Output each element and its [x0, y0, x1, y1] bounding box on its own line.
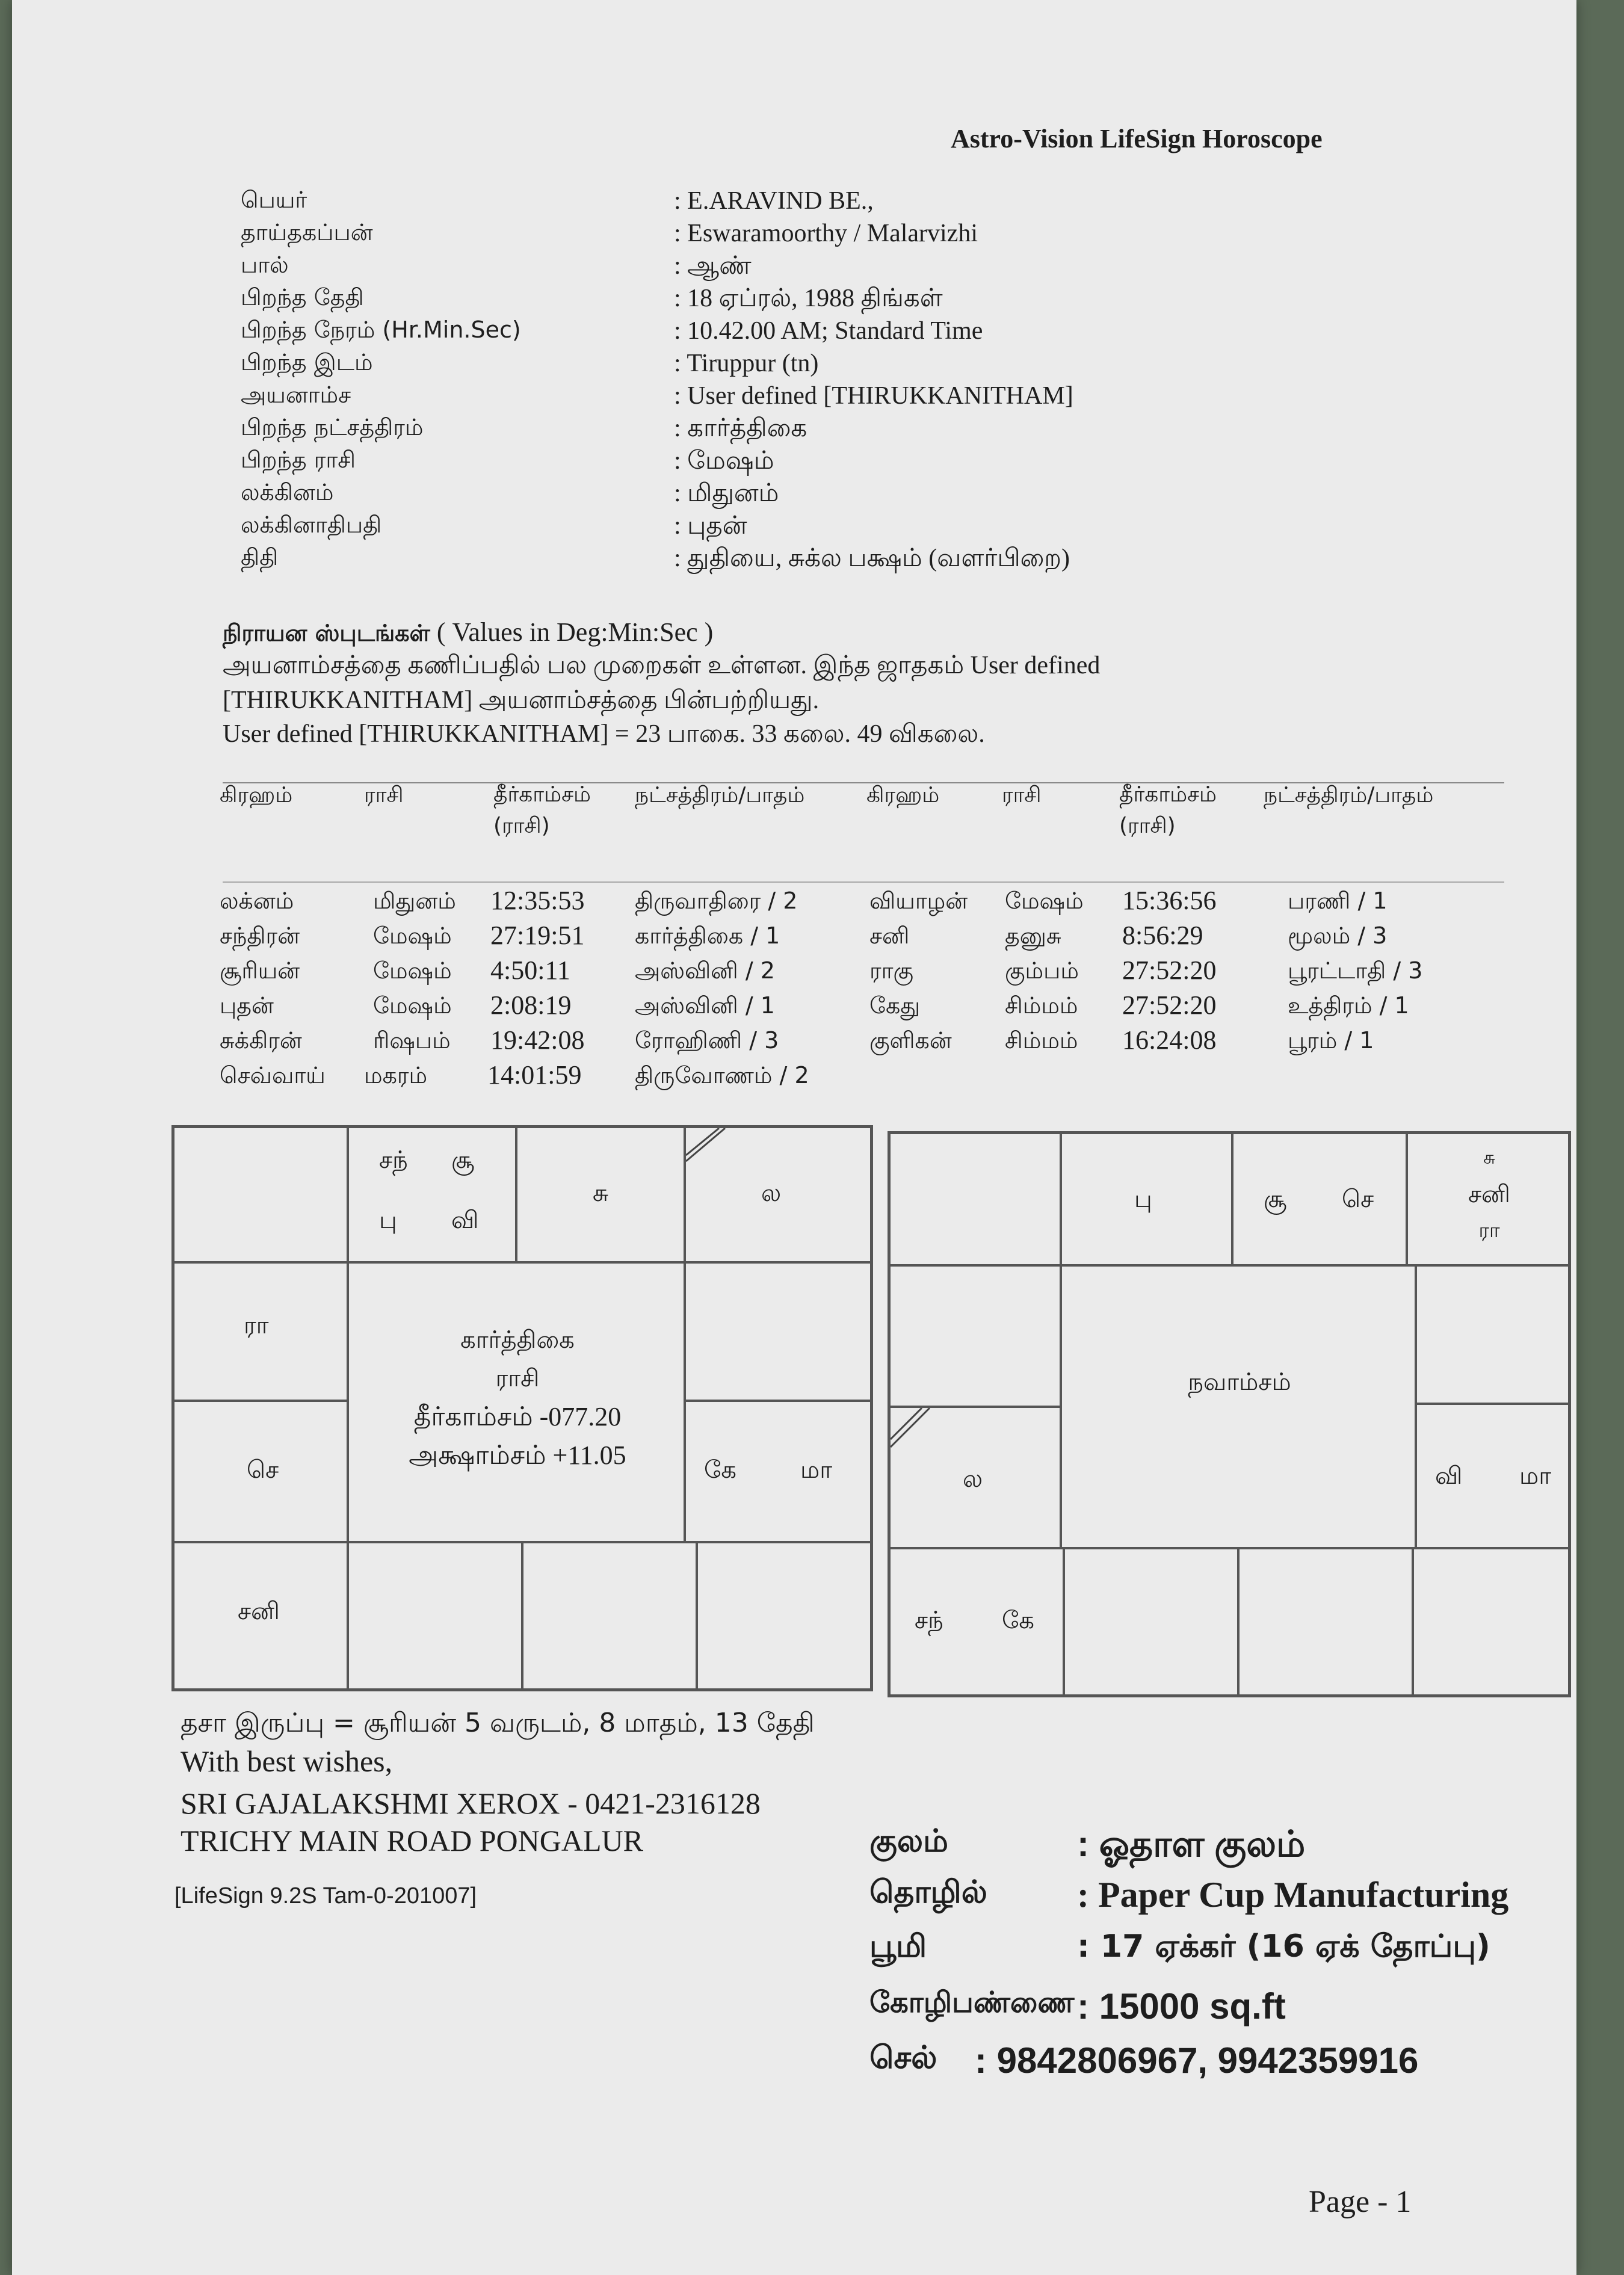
navamsa-center-text [1062, 1363, 1417, 1401]
ayanamsa-note-line3: User defined [THIRUKKANITHAM] = 23 பாகை. 33 கலை. 49 விகலை. [223, 720, 985, 748]
graha-degree: 27:52:20 [1122, 990, 1217, 1020]
planet-label: சனி [238, 1597, 280, 1625]
navamsa-house-10 [889, 1407, 1061, 1548]
info-value: : E.ARAVIND BE., [674, 187, 874, 215]
planet-label: சனி [1468, 1181, 1510, 1208]
planet-label: சு [593, 1179, 609, 1207]
graha-degree: 19:42:08 [490, 1025, 585, 1055]
info-row-thithi [241, 544, 1324, 576]
graha-degree: 8:56:29 [1122, 921, 1203, 950]
rasi-center [348, 1262, 685, 1542]
info-row-name [241, 187, 1324, 219]
rasi-house-11 [173, 1262, 348, 1401]
info-row-parents [241, 219, 1324, 252]
navamsa-chart [888, 1131, 1571, 1697]
wishes-text: With best wishes, [181, 1744, 393, 1778]
planet-label: கே [704, 1456, 736, 1484]
planet-label: சூ [451, 1146, 475, 1174]
graha-rasi: கும்பம் [1005, 957, 1079, 984]
section-title-text: நிராயன ஸ்புடங்கள் [223, 620, 430, 646]
info-label: தாய்தகப்பன் [241, 219, 373, 245]
stamp-value: : 17 ஏக்கர் (16 ஏக் தோப்பு) [1077, 1928, 1490, 1965]
stamp-label: பூமி [869, 1928, 927, 1965]
graha-star: அஸ்வினி / 2 [635, 957, 775, 984]
info-value: : Eswaramoorthy / Malarvizhi [674, 220, 978, 247]
info-label: லக்கினாதிபதி [241, 511, 382, 538]
planet-label: ரா [1478, 1218, 1500, 1242]
planet-label: மா [1519, 1462, 1552, 1490]
graha-star: பூரம் / 1 [1288, 1027, 1374, 1054]
graha-star: அஸ்வினி / 1 [635, 992, 775, 1019]
info-row-birth-date [241, 284, 1324, 316]
info-label: திதி [241, 544, 279, 570]
lagna-mark-icon [891, 1408, 933, 1450]
rasi-house-9 [173, 1542, 348, 1690]
planet-label: சூ [1264, 1185, 1287, 1213]
graha-degree: 14:01:59 [487, 1060, 582, 1090]
graha-rasi: சிம்மம் [1005, 1027, 1078, 1054]
graha-rasi: மிதுனம் [373, 887, 456, 914]
info-row-gender [241, 252, 1324, 284]
shop-address: TRICHY MAIN ROAD PONGALUR [181, 1824, 643, 1857]
planet-label: ரா [244, 1312, 269, 1339]
col-header: தீர்காம்சம் (ராசி) [1119, 782, 1217, 838]
planet-label: சந் [915, 1607, 943, 1634]
navamsa-house-11 [889, 1265, 1061, 1407]
info-value: : கார்த்திகை [674, 415, 807, 442]
planet-label: வி [451, 1206, 479, 1234]
rasi-chart [171, 1125, 873, 1691]
navamsa-center [1061, 1265, 1416, 1548]
info-label: பிறந்த ராசி [241, 446, 356, 473]
divider-header [223, 881, 1504, 883]
graha-star: கார்த்திகை / 1 [635, 922, 780, 949]
info-label: பிறந்த நட்சத்திரம் [241, 414, 424, 440]
shop-name: SRI GAJALAKSHMI XEROX - 0421-2316128 [181, 1786, 761, 1820]
planet-label: செ [1342, 1185, 1374, 1213]
graha-rasi: மேஷம் [373, 957, 452, 984]
graha-rasi: சிம்மம் [1005, 992, 1078, 1019]
graha-name: சூரியன் [220, 957, 300, 984]
rasi-house-10 [173, 1401, 348, 1542]
graha-star: மூலம் / 3 [1288, 922, 1388, 949]
graha-star: பூரட்டாதி / 3 [1288, 957, 1423, 984]
info-label: அயனாம்ச [241, 381, 351, 408]
center-star: கார்த்திகை [460, 1326, 575, 1354]
graha-star: பரணி / 1 [1288, 887, 1388, 914]
graha-name: புதன் [220, 992, 274, 1019]
ayanamsa-note-line2: [THIRUKKANITHAM] அயனாம்சத்தை பின்பற்றியது. [223, 687, 820, 714]
graha-rasi: தனுசு [1005, 922, 1061, 949]
center-title: ராசி [495, 1365, 540, 1392]
info-row-birth-time [241, 316, 1324, 349]
graha-name: சந்திரன் [220, 922, 300, 949]
section-title-note: ( Values in Deg:Min:Sec ) [430, 617, 714, 647]
graha-star: ரோஹிணி / 3 [635, 1027, 779, 1054]
col-header: கிரஹம் [866, 783, 940, 807]
col-header: தீர்காம்சம் (ராசி) [493, 782, 591, 838]
col-header: நட்சத்திரம்/பாதம் [635, 783, 805, 807]
info-value: : துதியை, சுக்ல பக்ஷம் (வளர்பிறை) [674, 545, 1070, 572]
navamsa-house-7 [1238, 1548, 1413, 1696]
col-header: ராசி [364, 783, 404, 807]
graha-name: குளிகன் [869, 1027, 952, 1054]
info-value: : மேஷம் [674, 447, 774, 475]
planet-label: பு [379, 1206, 397, 1234]
graha-rasi: ரிஷபம் [373, 1027, 451, 1054]
rasi-house-4 [685, 1262, 871, 1401]
navamsa-house-9 [889, 1548, 1064, 1696]
graha-degree: 27:19:51 [490, 921, 585, 950]
page-number: Page - 1 [1309, 2185, 1412, 2219]
navamsa-house-6 [1413, 1548, 1569, 1696]
rasi-house-8 [348, 1542, 522, 1690]
graha-degree: 16:24:08 [1122, 1025, 1217, 1055]
stamp-label: தொழில் [869, 1874, 987, 1910]
col-header: கிரஹம் [220, 783, 293, 807]
planet-label: செ [247, 1456, 279, 1484]
planet-label: ல [761, 1179, 782, 1207]
navamsa-house-2 [1232, 1133, 1407, 1265]
section-title [223, 617, 713, 650]
graha-star: திருவோணம் / 2 [635, 1062, 809, 1088]
rasi-house-3 [685, 1127, 871, 1262]
info-value: : 18 ஏப்ரல், 1988 திங்கள் [674, 285, 943, 312]
info-row-ayanamsa [241, 381, 1324, 414]
graha-rasi: மேஷம் [373, 992, 452, 1019]
graha-degree: 15:36:56 [1122, 886, 1217, 915]
navamsa-house-4 [1416, 1265, 1569, 1404]
graha-name: செவ்வாய் [220, 1062, 326, 1088]
graha-degree: 4:50:11 [490, 955, 570, 985]
rasi-house-7 [522, 1542, 697, 1690]
navamsa-house-1 [1061, 1133, 1232, 1265]
center-longitude: தீர்காம்சம் -077.20 [413, 1402, 622, 1431]
graha-name: சுக்கிரன் [220, 1027, 302, 1054]
planet-label: சந் [379, 1146, 408, 1174]
planet-label: பு [1134, 1185, 1152, 1213]
planet-label: கே [1002, 1607, 1034, 1634]
navamsa-house-8 [1064, 1548, 1238, 1696]
graha-name: கேது [869, 992, 921, 1019]
info-label: பெயர் [241, 187, 307, 213]
planet-label: மா [800, 1456, 833, 1484]
stamp-label: குலம் [869, 1823, 948, 1859]
center-latitude: அக்ஷாம்சம் +11.05 [409, 1440, 626, 1470]
info-value: : ஆண் [674, 252, 752, 280]
ayanamsa-note-line1: அயனாம்சத்தை கணிப்பதில் பல முறைகள் உள்ளன. இந்த ஜாதகம் User defined [223, 652, 1101, 679]
graha-star: திருவாதிரை / 2 [635, 887, 798, 914]
navamsa-house-12 [889, 1133, 1061, 1265]
rasi-house-12 [173, 1127, 348, 1262]
info-row-rasi [241, 446, 1324, 479]
rasi-house-2 [516, 1127, 685, 1262]
col-header: நட்சத்திரம்/பாதம் [1264, 783, 1434, 807]
stamp-value: : 9842806967, 9942359916 [975, 2040, 1419, 2081]
software-version: [LifeSign 9.2S Tam-0-201007] [174, 1883, 477, 1909]
stamp-label: செல் [869, 2040, 937, 2076]
center-title: நவாம்சம் [1188, 1368, 1291, 1396]
graha-rasi: மேஷம் [373, 922, 452, 949]
navamsa-house-5 [1416, 1404, 1569, 1548]
col-header: ராசி [1002, 783, 1042, 807]
planet-label: ல [963, 1465, 983, 1493]
document-title: Astro-Vision LifeSign Horoscope [951, 124, 1323, 153]
info-value: : மிதுனம் [674, 480, 779, 507]
graha-degree: 27:52:20 [1122, 955, 1217, 985]
stamp-value: : 15000 sq.ft [1077, 1986, 1286, 2027]
dasa-balance: தசா இருப்பு = சூரியன் 5 வருடம், 8 மாதம், 13 தேதி [181, 1708, 815, 1738]
stamp-value: : ஓதாள குலம் [1077, 1824, 1306, 1864]
rasi-house-6 [697, 1542, 871, 1690]
graha-degree: 2:08:19 [490, 990, 572, 1020]
rasi-center-text [349, 1321, 686, 1475]
graha-name: சனி [869, 922, 910, 949]
rasi-house-5 [685, 1401, 871, 1542]
graha-rasi: மகரம் [364, 1062, 428, 1088]
info-value: : User defined [THIRUKKANITHAM] [674, 382, 1073, 410]
graha-star: உத்திரம் / 1 [1288, 992, 1409, 1019]
graha-degree: 12:35:53 [490, 886, 585, 915]
info-label: பால் [241, 252, 289, 278]
info-row-star [241, 414, 1324, 446]
rasi-house-1 [348, 1127, 516, 1262]
horoscope-page [12, 0, 1576, 2275]
planet-label: சு [1483, 1147, 1495, 1168]
planet-label: வி [1435, 1462, 1463, 1490]
info-value: : புதன் [674, 512, 747, 540]
navamsa-house-3-labels [1408, 1140, 1570, 1249]
navamsa-house-3 [1407, 1133, 1569, 1265]
info-row-birth-place [241, 349, 1324, 381]
info-label: பிறந்த நேரம் (Hr.Min.Sec) [241, 316, 521, 343]
info-label: பிறந்த தேதி [241, 284, 364, 310]
graha-name: வியாழன் [869, 887, 968, 914]
graha-rasi: மேஷம் [1005, 887, 1084, 914]
graha-name: லக்னம் [220, 887, 294, 914]
info-row-lagna-lord [241, 511, 1324, 544]
stamp-label: கோழிபண்ணை [869, 1986, 1075, 2019]
info-value: : Tiruppur (tn) [674, 350, 819, 377]
info-label: லக்கினம் [241, 479, 334, 505]
info-label: பிறந்த இடம் [241, 349, 373, 375]
graha-name: ராகு [869, 957, 914, 984]
info-row-lagna [241, 479, 1324, 511]
info-value: : 10.42.00 AM; Standard Time [674, 317, 983, 345]
lagna-mark-icon [686, 1128, 728, 1164]
stamp-value: : Paper Cup Manufacturing [1077, 1875, 1509, 1915]
